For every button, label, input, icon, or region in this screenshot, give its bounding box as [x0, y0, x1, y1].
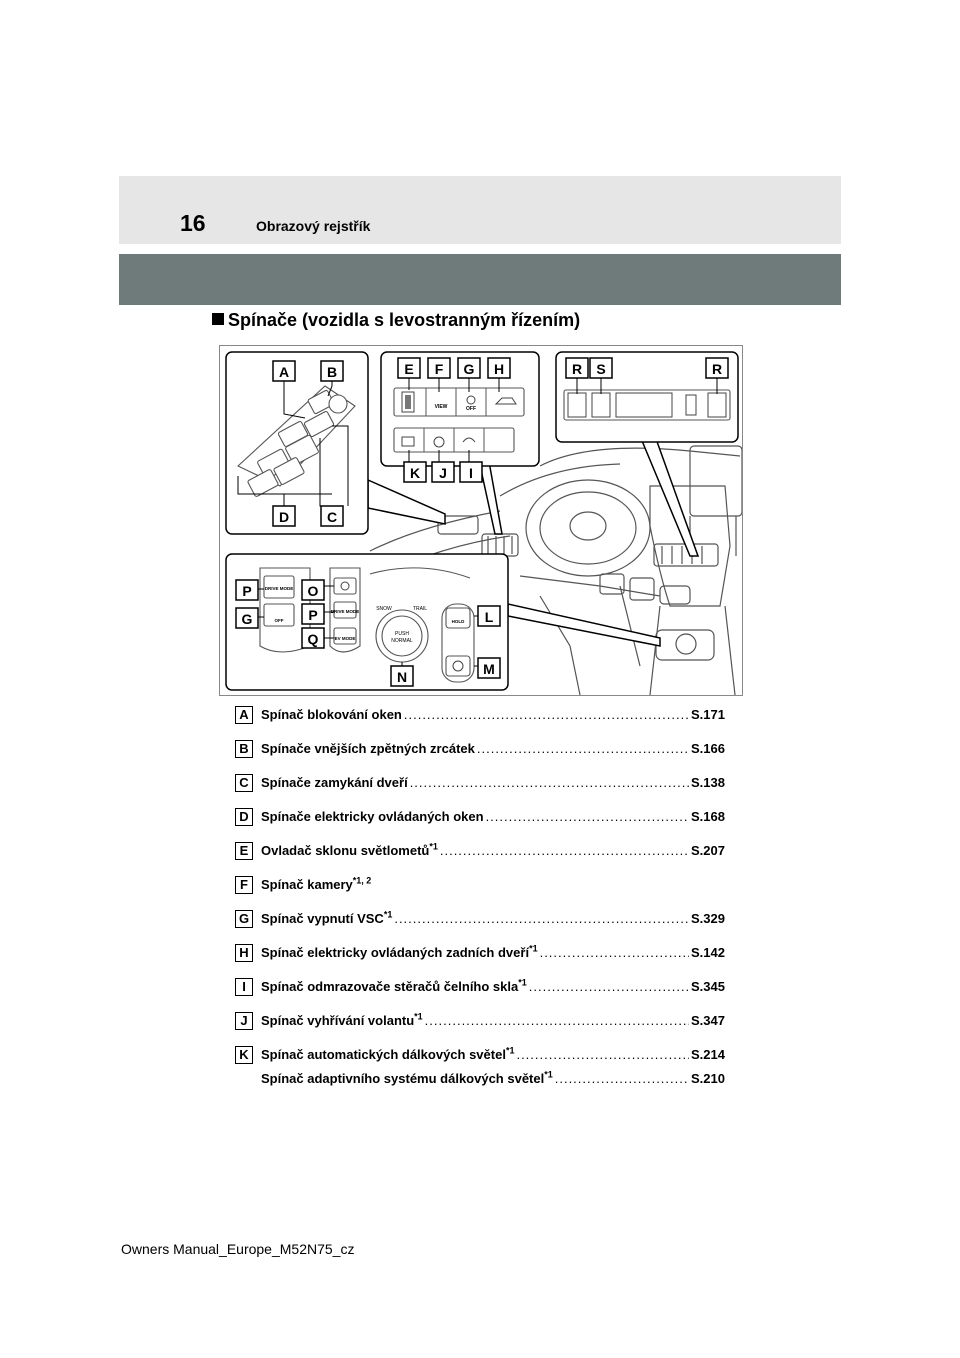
push-label: PUSH — [395, 631, 409, 637]
vsc-off-label: OFF — [466, 406, 476, 412]
page-reference-link[interactable]: S.347 — [691, 1013, 725, 1028]
leader-dots — [404, 707, 689, 722]
callout-p-right: P — [308, 607, 318, 623]
item-label: Spínače vnějších zpětných zrcátek — [261, 741, 475, 756]
callout-o: O — [307, 583, 319, 599]
list-item — [235, 1010, 725, 1044]
list-item — [235, 942, 725, 976]
section-heading — [212, 310, 580, 331]
callout-k: K — [409, 465, 421, 481]
ev-mode-label: EV MODE — [334, 636, 356, 641]
callout-seat-heaters — [556, 352, 738, 442]
item-footnote: *1 — [544, 1069, 553, 1080]
header-band — [119, 176, 841, 244]
leader-dots — [394, 911, 689, 926]
callout-j: J — [439, 465, 447, 481]
list-item — [235, 908, 725, 942]
bullet-square-icon — [212, 313, 224, 325]
heading-text: Spínače (vozidla s levostranným řízením) — [228, 310, 581, 330]
list-item — [235, 806, 725, 840]
illustration-svg — [220, 346, 742, 695]
steering-wheel — [526, 480, 650, 576]
callout-i: I — [469, 465, 473, 481]
item-letter-badge: H — [235, 944, 253, 962]
callout-q: Q — [307, 631, 319, 647]
item-footnote: *1, 2 — [352, 875, 372, 886]
item-letter-badge: B — [235, 740, 253, 758]
switch-legend-list — [235, 704, 725, 1096]
item-letter-badge: G — [235, 910, 253, 928]
snow-label: SNOW — [376, 606, 392, 612]
leader-dots — [477, 741, 689, 756]
callout-r-right: R — [711, 361, 723, 377]
leader-dots — [440, 843, 689, 858]
callout-window-switches — [226, 352, 368, 534]
callout-drive-mode — [226, 554, 508, 690]
item-letter-badge: C — [235, 774, 253, 792]
item-letter-badge: I — [235, 978, 253, 996]
item-label: Ovladač sklonu světlometů — [261, 843, 430, 858]
page-reference-link[interactable]: S.138 — [691, 775, 725, 790]
callout-m: M — [483, 661, 495, 677]
normal-label: NORMAL — [391, 638, 413, 644]
item-letter-badge: K — [235, 1046, 253, 1064]
list-item — [235, 976, 725, 1010]
callout-c: C — [326, 509, 338, 525]
item-label: Spínače zamykání dveří — [261, 775, 408, 790]
leader-dots — [529, 979, 689, 994]
callout-l: L — [484, 609, 494, 625]
callout-s: S — [596, 361, 606, 377]
trail-label: TRAIL — [412, 606, 428, 612]
page-reference-link[interactable]: S.142 — [691, 945, 725, 960]
item-footnote: *1 — [505, 1045, 515, 1056]
list-item — [235, 840, 725, 874]
item-footnote: *1 — [429, 841, 438, 852]
item-label: Spínač vyhřívání volantu — [261, 1013, 415, 1028]
callout-d: D — [278, 509, 290, 525]
callout-p-left: P — [242, 583, 252, 599]
vsc-off-label-lower: OFF — [274, 618, 284, 623]
item-footnote: *1 — [383, 909, 393, 920]
item-letter-badge: J — [235, 1012, 253, 1030]
leader-dots — [516, 1047, 689, 1062]
switches-illustration — [219, 345, 743, 696]
list-item — [235, 874, 725, 908]
callout-r-left: R — [571, 361, 583, 377]
view-label: VIEW — [434, 404, 448, 410]
callout-a: A — [278, 364, 290, 380]
section-title: Obrazový rejstřík — [256, 218, 371, 234]
item-label: Spínač vypnutí VSC — [261, 911, 384, 926]
page-reference-link[interactable]: S.345 — [691, 979, 725, 994]
item-letter-badge: D — [235, 808, 253, 826]
item-footnote: *1 — [414, 1011, 423, 1022]
item-footnote: *1 — [529, 943, 538, 954]
footer-text: Owners Manual_Europe_M52N75_cz — [121, 1241, 355, 1257]
header-bar — [119, 254, 841, 305]
callout-b: B — [326, 364, 338, 380]
leader-dots — [486, 809, 689, 824]
leader-dots — [410, 775, 689, 790]
item-label: Spínač kamery — [261, 877, 353, 892]
page-reference-link[interactable]: S.210 — [691, 1071, 725, 1086]
leader-dots — [425, 1013, 689, 1028]
leader-dots — [540, 945, 689, 960]
item-letter-badge: E — [235, 842, 253, 860]
leader-dots — [555, 1071, 689, 1086]
callout-n: N — [396, 669, 408, 685]
item-label: Spínač adaptivního systému dálkových světel — [261, 1071, 545, 1086]
item-label: Spínač blokování oken — [261, 707, 402, 722]
list-item — [235, 1068, 725, 1096]
list-item — [235, 704, 725, 738]
list-item — [235, 772, 725, 806]
item-label: Spínač automatických dálkových světel — [261, 1047, 506, 1062]
page-reference-link[interactable]: S.329 — [691, 911, 725, 926]
list-item — [235, 738, 725, 772]
drive-mode-label-left: DRIVE MODE — [264, 586, 294, 591]
callout-f: F — [434, 361, 444, 377]
page-reference-link[interactable]: S.166 — [691, 741, 725, 756]
item-footnote: *1 — [518, 977, 527, 988]
page-reference-link[interactable]: S.168 — [691, 809, 725, 824]
item-label: Spínač odmrazovače stěračů čelního skla — [261, 979, 519, 994]
item-label: Spínače elektricky ovládaných oken — [261, 809, 484, 824]
callout-dash-switches — [381, 352, 539, 482]
drive-mode-label-right: DRIVE MODE — [330, 609, 360, 614]
callout-h: H — [493, 361, 505, 377]
item-label: Spínač elektricky ovládaných zadních dveří — [261, 945, 530, 960]
callout-e: E — [404, 361, 414, 377]
callout-g-top: G — [463, 361, 475, 377]
item-letter-badge: A — [235, 706, 253, 724]
page-number: 16 — [180, 210, 206, 236]
page-reference-link[interactable]: S.214 — [691, 1047, 725, 1062]
page-reference-link[interactable]: S.171 — [691, 707, 725, 722]
item-letter-badge: F — [235, 876, 253, 894]
hold-label: HOLD — [451, 619, 465, 624]
page-reference-link[interactable]: S.207 — [691, 843, 725, 858]
callout-g-bottom: G — [241, 611, 253, 627]
